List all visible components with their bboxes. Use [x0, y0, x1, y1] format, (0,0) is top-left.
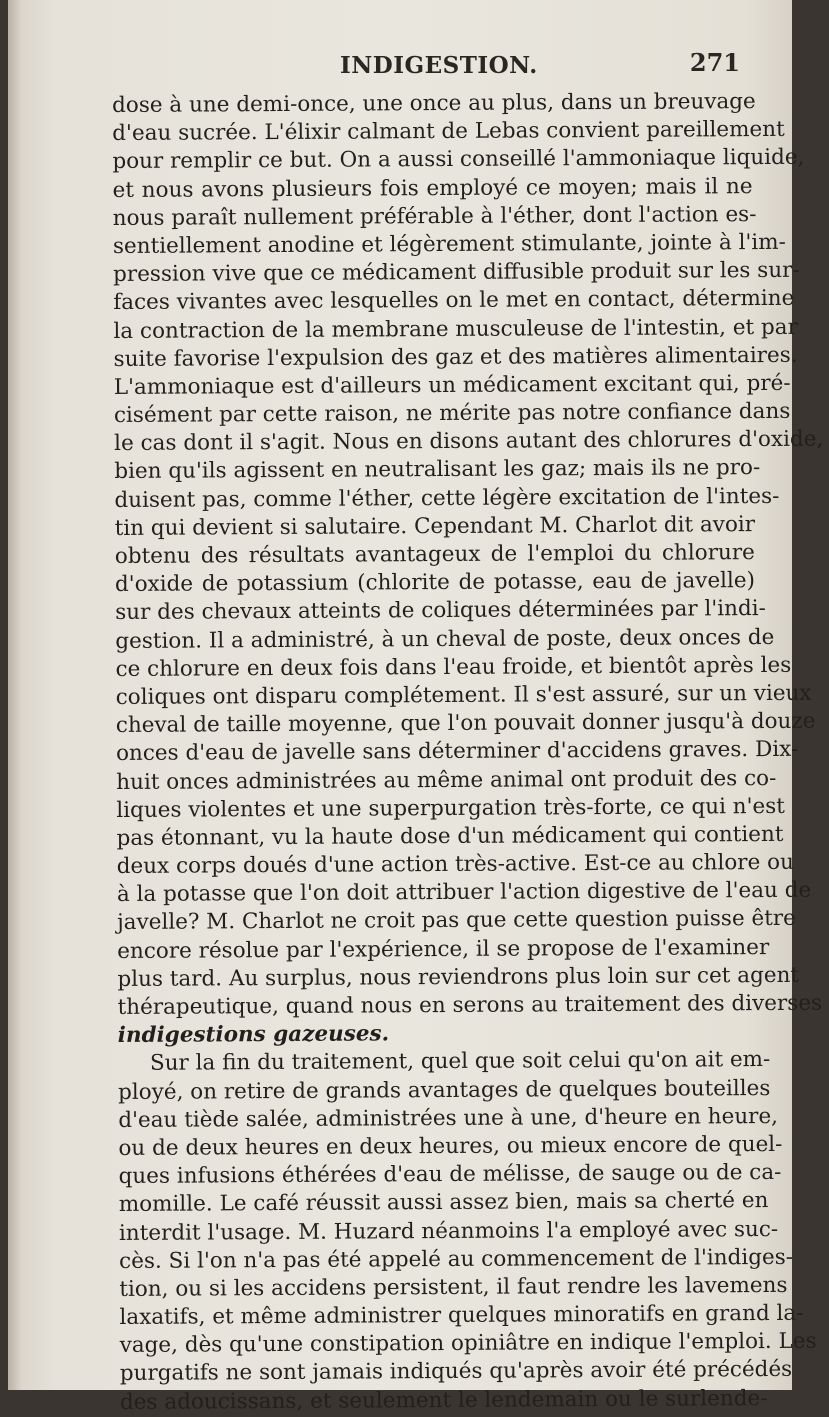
text-line: ployé, on retire de grands avantages de quelques bouteilles: [118, 1075, 771, 1105]
text-line: purgatifs ne sont jamais indiqués qu'après avoir été précédés: [119, 1357, 793, 1387]
text-line: bien qu'ils agissent en neutralisant les gaz; mais ils ne pro-: [114, 455, 761, 485]
text-line: à la potasse que l'on doit attribuer l'action digestive de l'eau de: [116, 877, 812, 908]
text-line: huit onces administrées au même animal ont produit des co-: [116, 765, 777, 795]
text-line: javelle? M. Charlot ne croit pas que cette question puisse être: [116, 906, 796, 936]
text-line: pas étonnant, vu la haute dose d'un médicament qui contient: [116, 821, 784, 851]
page-number: 271: [689, 48, 740, 77]
text-line: duisent pas, comme l'éther, cette légère excitation de l'intes-: [114, 483, 780, 513]
text-line: gestion. Il a administré, à un cheval de poste, deux onces de: [115, 624, 775, 654]
page-header: [108, 48, 740, 86]
text-line: des adoucissans, et seulement le lendemain ou le surlende-: [119, 1385, 768, 1415]
text-line: nous paraît nullement préférable à l'éther, dont l'action es-: [112, 201, 757, 231]
text-line: liques violentes et une superpurgation très-forte, ce qui n'est: [116, 793, 785, 823]
text-line: encore résolue par l'expérience, il se propose de l'examiner: [117, 934, 770, 964]
text-line: cès. Si l'on n'a pas été appelé au commencement de l'indiges-: [119, 1244, 794, 1274]
text-line: sentiellement anodine et légèrement stimulante, jointe à l'im-: [112, 229, 786, 259]
text-line: pression vive que ce médicament diffusible produit sur les sur-: [113, 257, 800, 288]
page-spine-shadow: [8, 0, 22, 1390]
text-line: L'ammoniaque est d'ailleurs un médicament excitant qui, pré-: [113, 370, 791, 400]
text-line: tin qui devient si salutaire. Cependant M. Charlot dit avoir: [114, 511, 756, 541]
text-line: le cas dont il s'agit. Nous en disons autant des chlorures d'oxide,: [114, 426, 824, 457]
text-line: laxatifs, et même administrer quelques minoratifs en grand la-: [119, 1300, 804, 1331]
text-line: la contraction de la membrane musculeuse de l'intestin, et par: [113, 314, 798, 344]
text-line: d'oxide de potassium (chlorite de potasse, eau de javelle): [114, 568, 756, 598]
text-line: vage, dès qu'une constipation opiniâtre en indique l'emploi. Les: [119, 1328, 817, 1359]
text-line: dose à une demi-once, une once au plus, dans un breuvage: [112, 89, 756, 118]
text-line: d'eau sucrée. L'élixir calmant de Lebas convient pareillement: [112, 117, 785, 147]
text-line: momille. Le café réussit aussi assez bien, mais sa cherté en: [118, 1188, 769, 1218]
book-page: [8, 0, 824, 1415]
text-line: interdit l'usage. M. Huzard néanmoins l'a employé avec suc-: [118, 1216, 779, 1246]
text-line: et nous avons plusieurs fois employé ce moyen; mais il ne: [112, 173, 753, 203]
text-line: tion, ou si les accidens persistent, il faut rendre les lavemens: [119, 1272, 788, 1302]
text-line: coliques ont disparu complétement. Il s'est assuré, sur un vieux: [115, 680, 812, 710]
text-line: ou de deux heures en deux heures, ou mieux encore de quel-: [118, 1131, 783, 1161]
text-line: cisément par cette raison, ne mérite pas notre confiance dans: [113, 398, 791, 429]
text-line: ques infusions éthérées d'eau de mélisse, de sauge ou de ca-: [118, 1160, 782, 1190]
text-line: faces vivantes avec lesquelles on le met en contact, détermine: [113, 286, 795, 316]
text-line: pour remplir ce but. On a aussi conseillé l'ammoniaque liquide,: [112, 145, 805, 175]
text-line: ce chlorure en deux fois dans l'eau froide, et bientôt après les: [115, 652, 792, 682]
text-line: suite favorise l'expulsion des gaz et des matières alimentaires.: [113, 342, 798, 372]
text-line: deux corps doués d'une action très-active. Est-ce au chlore ou: [116, 849, 794, 880]
text-line-italic: indigestions gazeuses.: [117, 1021, 390, 1049]
running-title: INDIGESTION.: [340, 52, 538, 79]
text-line: obtenu des résultats avantageux de l'emploi du chlorure: [114, 540, 755, 569]
text-line: cheval de taille moyenne, que l'on pouvait donner jusqu'à douze: [115, 708, 816, 739]
text-line: sur des chevaux atteints de coliques déterminées par l'indi-: [115, 596, 766, 626]
paragraph-start-line: Sur la fin du traitement, quel que soit celui qu'on ait em-: [149, 1047, 771, 1077]
text-line: d'eau tiède salée, administrées une à une, d'heure en heure,: [118, 1103, 779, 1133]
body-text: [112, 88, 824, 1417]
text-line: plus tard. Au surplus, nous reviendrons plus loin sur cet agent: [117, 962, 800, 992]
text-line: onces d'eau de javelle sans déterminer d'accidens graves. Dix-: [115, 737, 799, 767]
text-line: thérapeutique, quand nous en serons au traitement des diverses: [117, 990, 823, 1020]
